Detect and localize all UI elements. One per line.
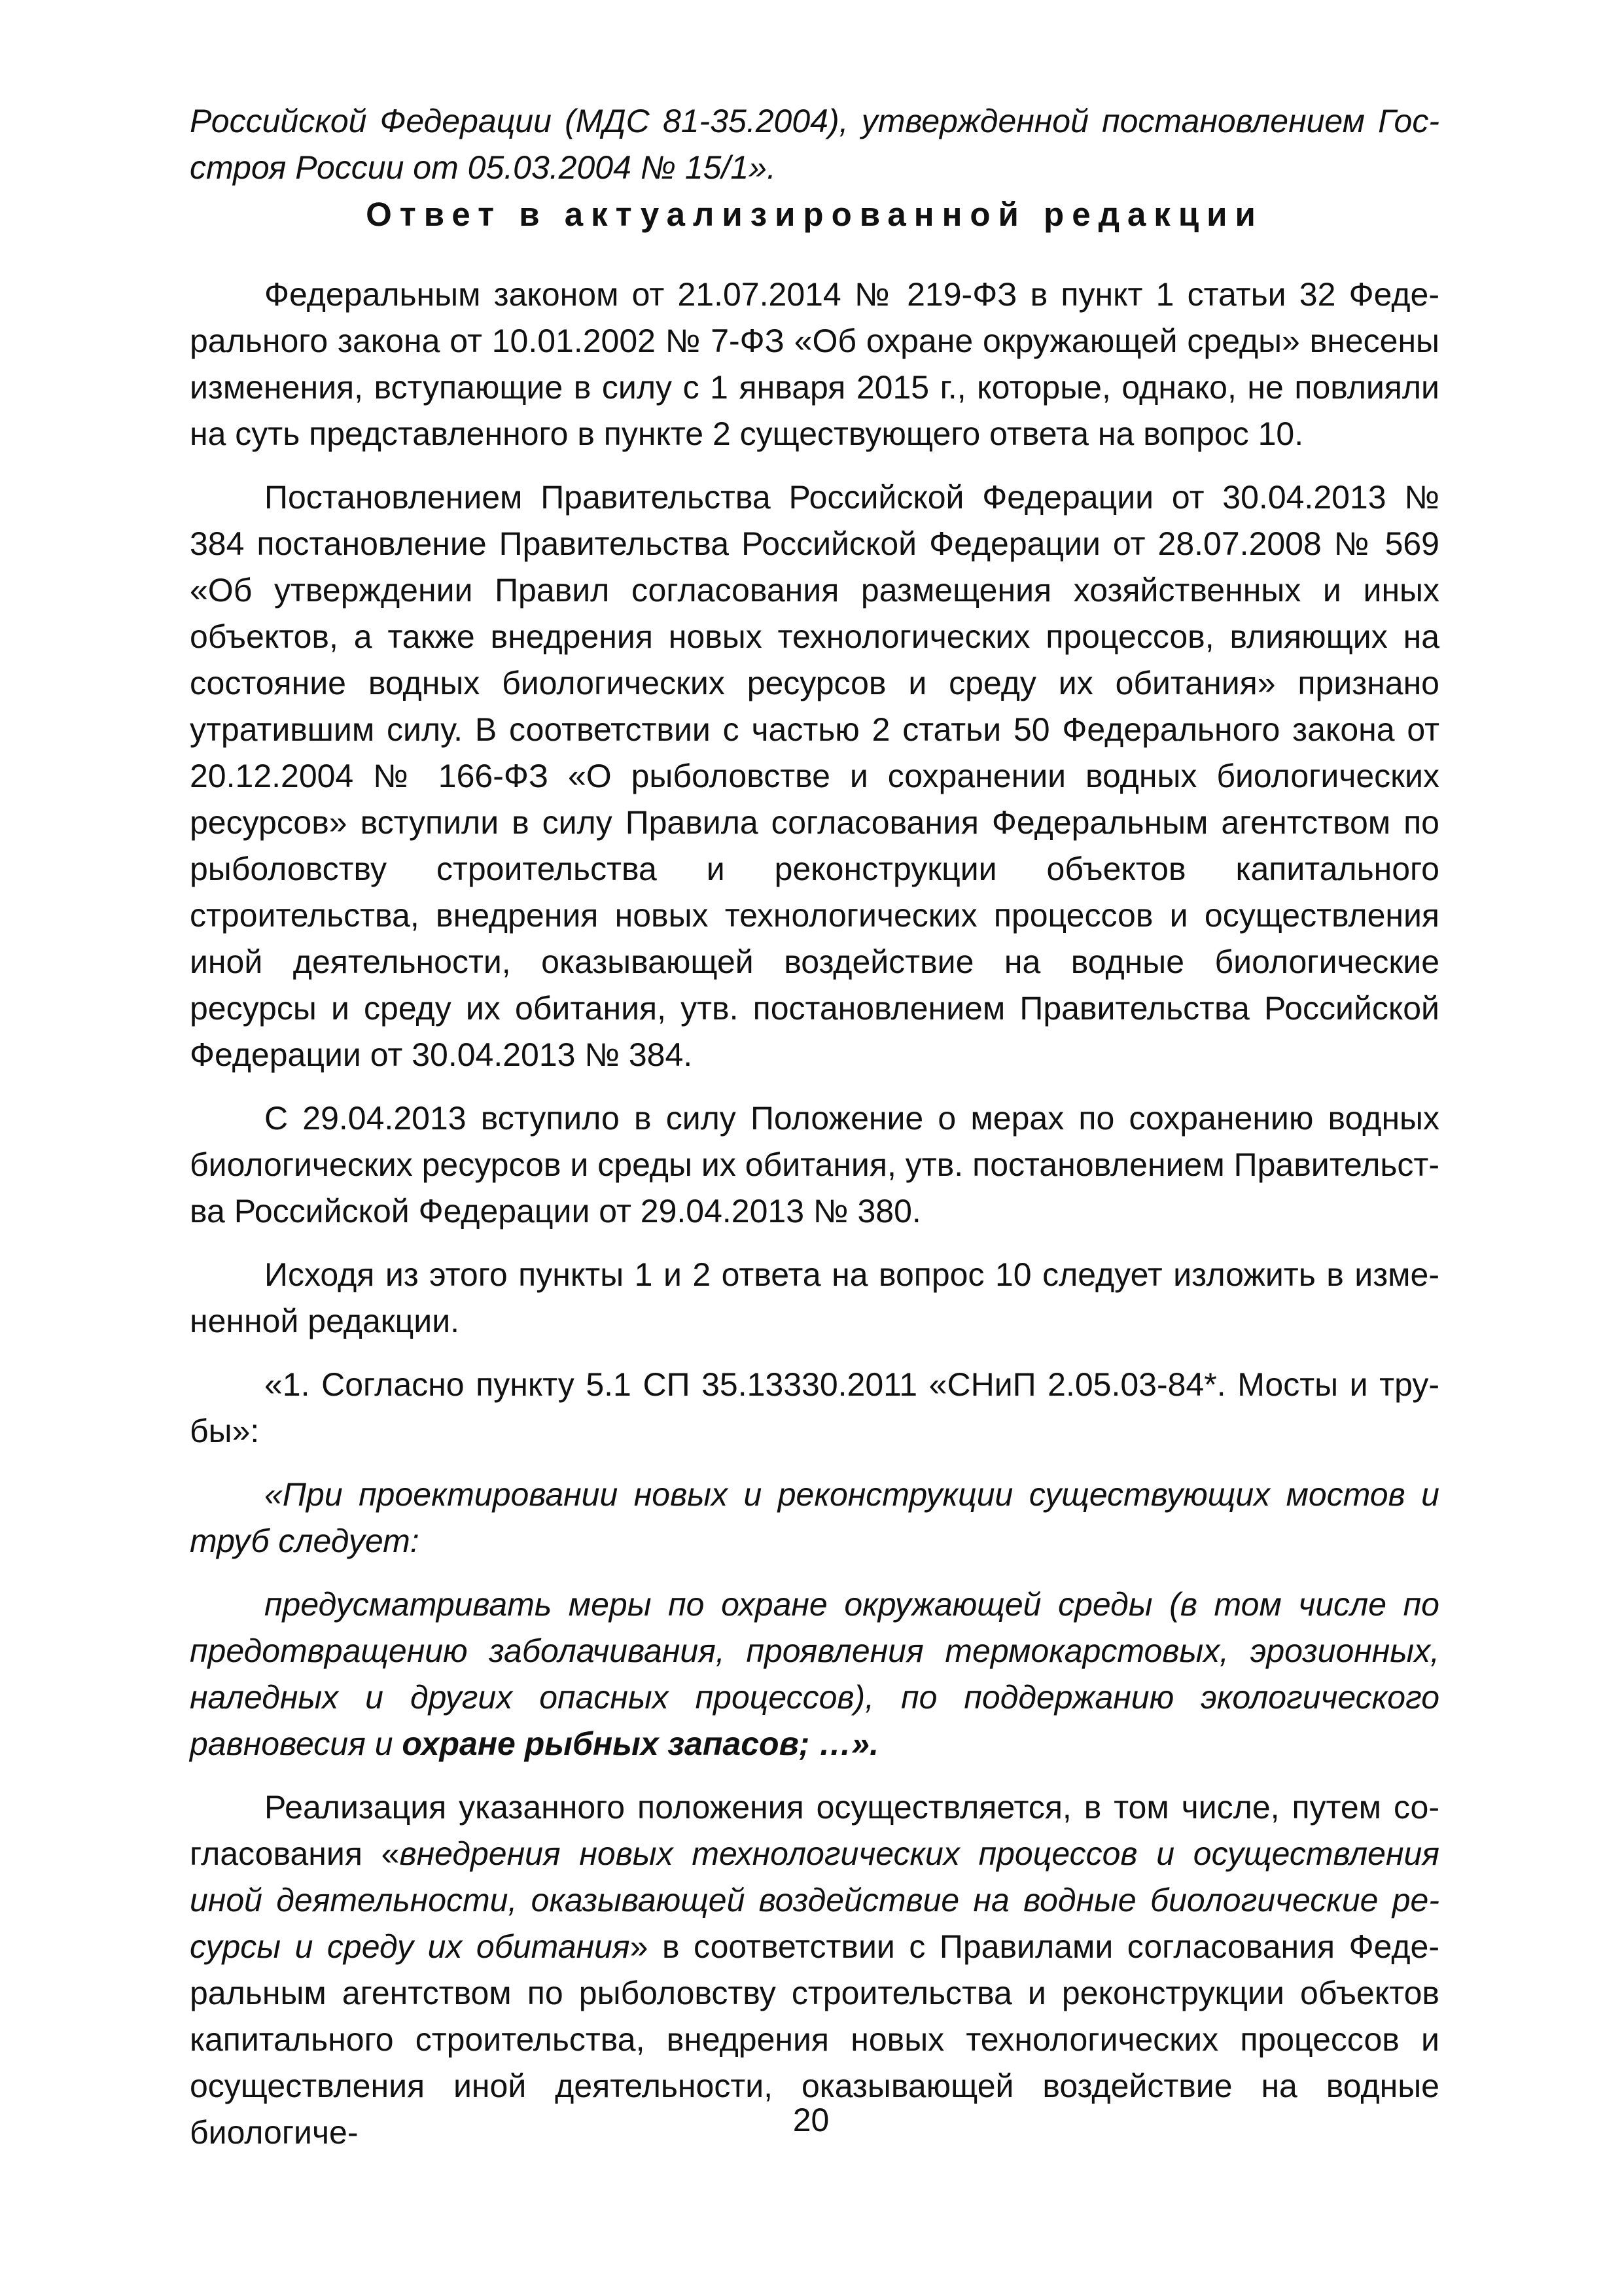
- page-number: 20: [792, 2102, 830, 2138]
- paragraph-item-1: [190, 1362, 1439, 1455]
- page-body: [190, 98, 1439, 2156]
- paragraph-continuation: [190, 98, 1439, 191]
- text-run: Реализация указанного положения осуществляется, в том числе, путем согласования «: [190, 1789, 1439, 1872]
- section-heading: [190, 191, 1439, 238]
- paragraph-government-decree: [190, 474, 1439, 1078]
- text-run: Ответ в актуализированной редакции: [366, 196, 1263, 233]
- text-run: С 29.04.2013 вступило в силу Положение о мерах по сохранению водных биологических ресурсов и среды их обитания, утв. постановлением Правительства Российской Федерации от 29.04.2013 № 380.: [190, 1100, 1439, 1229]
- text-run: Федеральным законом от 21.07.2014 № 219-ФЗ в пункт 1 статьи 32 Федерального закона от 10.01.2002 № 7-ФЗ «Об охране окружающей среды» внесены изменения, вступающие в силу с 1 января 2015 г., которые, однако, не повлияли на суть представленного в пункте 2 существующего ответа на вопрос 10.: [190, 276, 1439, 452]
- paragraph-regulation-380: [190, 1095, 1439, 1235]
- text-run: ; …».: [798, 1725, 879, 1762]
- text-run: «При проектировании новых и реконструкции существующих мостов и труб следует:: [190, 1476, 1439, 1559]
- text-run: » в соответствии с Правилами согласования Федеральным агентством по рыболовству строительства и реконструкции объектов капитального строительства, внедрения новых технологических процессов и осуществления иной деятельности, оказывающей воздействие на водные биологиче-: [190, 1928, 1439, 2151]
- quote-environment-measures: [190, 1581, 1439, 1767]
- text-run: внедрения новых технологических процессов и осуществления иной деятельности, оказывающей воздействие на водные биологические ресурсы и среду их обитания: [190, 1835, 1439, 1965]
- paragraph-conclusion: [190, 1252, 1439, 1345]
- text-run: охране рыбных запасов: [402, 1725, 799, 1762]
- text-run: Исходя из этого пункты 1 и 2 ответа на вопрос 10 следует изложить в измененной редакции.: [190, 1256, 1439, 1339]
- quote-design-requirement: [190, 1472, 1439, 1564]
- text-run: Российской Федерации (МДС 81-35.2004), утвержденной постановлением Госстроя России от 05.03.2004 № 15/1».: [190, 103, 1439, 186]
- text-run: «1. Согласно пункту 5.1 СП 35.13330.2011 «СНиП 2.05.03-84*. Мосты и трубы»:: [190, 1366, 1439, 1449]
- paragraph-law-amendment: [190, 272, 1439, 457]
- text-run: предусматривать меры по охране окружающей среды (в том числе по предотвращению заболачивания, проявления термокарстовых, эрозионных, наледных и других опасных процессов), по поддержанию экологического равновесия и: [190, 1586, 1439, 1762]
- text-run: Постановлением Правительства Российской Федерации от 30.04.2013 № 384 постановление Правительства Российской Федерации от 28.07.2008 № 569 «Об утверждении Правил согласования размещения хозяйственных и иных объектов, а также внедрения новых технологических процессов, влияющих на состояние водных биологических ресурсов и среду их обитания» признано утратившим силу. В соответствии с частью 2 статьи 50 Федерального закона от 20.12.2004 № 166-ФЗ «О рыболовстве и сохранении водных биологических ресурсов» вступили в силу Правила согласования Федеральным агентством по рыболовству строительства и реконструкции объектов капитального строительства, внедрения новых технологических процессов и осуществления иной деятельности, оказывающей воздействие на водные биологические ресурсы и среду их обитания, утв. постановлением Правительства Российской Федерации от 30.04.2013 № 384.: [190, 479, 1439, 1073]
